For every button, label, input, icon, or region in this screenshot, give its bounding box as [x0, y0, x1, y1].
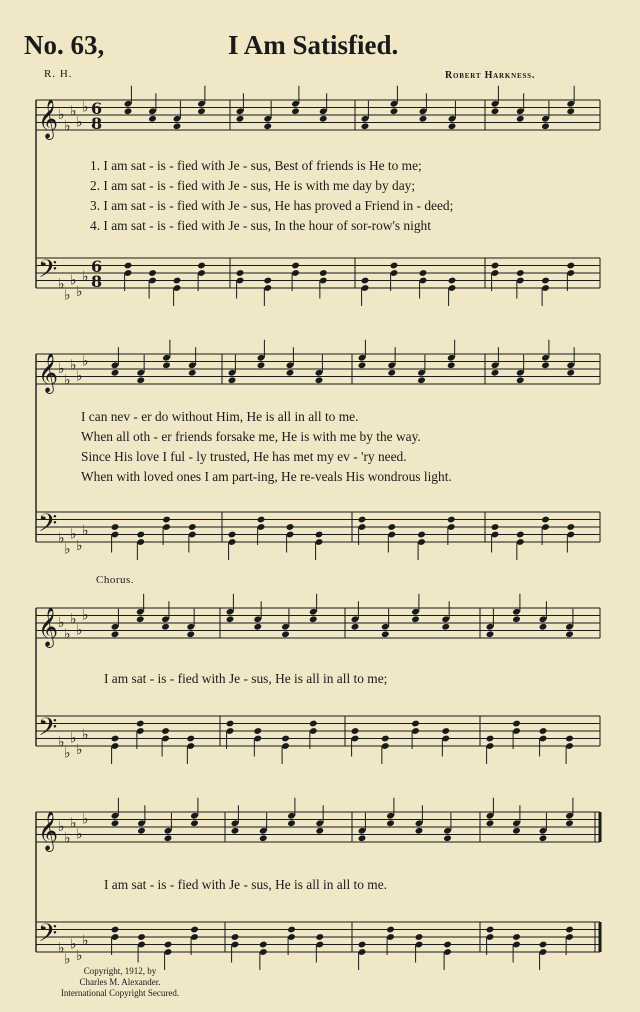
note-head	[539, 941, 548, 949]
note-head	[516, 531, 525, 539]
flat-sign: ♭	[70, 815, 77, 832]
note-head	[161, 623, 170, 631]
note-head	[281, 735, 290, 743]
verse-number: 4.	[90, 218, 101, 233]
verse-line: 2. I am sat - is - fied with Je - sus, He is with me day by day;	[90, 178, 416, 193]
note-head	[491, 369, 500, 377]
treble-clef: 𝄞	[38, 99, 59, 139]
note-head	[417, 376, 426, 384]
note-head	[253, 727, 262, 735]
note-head	[291, 107, 300, 115]
flat-sign: ♭	[64, 626, 71, 643]
flat-sign: ♭	[82, 607, 89, 624]
note-head	[173, 122, 182, 130]
note-head	[361, 122, 370, 130]
note-head	[228, 376, 237, 384]
note-head	[319, 115, 328, 123]
note-head	[186, 630, 195, 638]
note-head	[111, 819, 120, 827]
note-head	[566, 262, 575, 270]
music-composer: Robert Harkness.	[445, 70, 536, 81]
note-head	[512, 933, 521, 941]
note-head	[231, 933, 240, 941]
chorus-label: Chorus.	[96, 574, 135, 586]
note-head	[512, 615, 521, 623]
note-head	[565, 926, 574, 934]
note-head	[315, 531, 324, 539]
flat-sign: ♭	[82, 726, 89, 743]
note-head	[291, 262, 300, 270]
note-head	[566, 523, 575, 531]
note-head	[441, 623, 450, 631]
note-head	[386, 926, 395, 934]
note-head	[512, 827, 521, 835]
flat-sign: ♭	[58, 819, 65, 835]
bass-clef: 𝄢	[38, 509, 58, 544]
note-head	[565, 630, 574, 638]
note-head	[516, 269, 525, 277]
note-head	[539, 623, 548, 631]
note-head	[358, 834, 367, 842]
verse-line: Since His love I ful - ly trusted, He has met my ev - 'ry need.	[81, 449, 407, 464]
note-head	[111, 369, 120, 377]
note-head	[447, 516, 456, 524]
note-head	[164, 834, 173, 842]
note-head	[486, 819, 495, 827]
note-head	[415, 827, 424, 835]
note-head	[541, 122, 550, 130]
flat-sign: ♭	[64, 118, 71, 135]
note-head	[111, 926, 120, 934]
verse-line: 3. I am sat - is - fied with Je - sus, He has proved a Friend in - deed;	[90, 198, 454, 213]
note-head	[566, 369, 575, 377]
flat-sign: ♭	[64, 951, 71, 968]
words-author: R. H.	[44, 68, 73, 80]
note-head	[491, 262, 500, 270]
flat-sign: ♭	[70, 103, 77, 120]
chorus-line: I am sat - is - fied with Je - sus, He is all in all to me;	[104, 671, 388, 686]
note-head	[411, 720, 420, 728]
note-head	[319, 269, 328, 277]
flat-sign: ♭	[76, 741, 83, 758]
note-head	[566, 107, 575, 115]
treble-clef: 𝄞	[38, 607, 59, 647]
note-head	[351, 727, 360, 735]
note-head	[441, 727, 450, 735]
flat-sign: ♭	[58, 734, 65, 751]
note-head	[236, 269, 245, 277]
note-head	[541, 516, 550, 524]
flat-sign: ♭	[76, 368, 83, 385]
bass-clef: 𝄢	[38, 919, 58, 954]
note-head	[486, 735, 495, 743]
flat-sign: ♭	[58, 530, 65, 547]
flat-sign: ♭	[82, 353, 89, 370]
note-head	[186, 735, 195, 743]
treble-clef: 𝄞	[38, 811, 59, 851]
note-head	[315, 827, 324, 835]
time-sig-bottom: 8	[91, 272, 103, 291]
note-head	[236, 115, 245, 123]
flat-sign: ♭	[76, 622, 83, 639]
flat-sign: ♭	[64, 372, 71, 389]
flat-sign: ♭	[82, 932, 89, 949]
note-head	[257, 361, 266, 369]
note-head	[281, 630, 290, 638]
note-head	[381, 735, 390, 743]
note-head	[228, 531, 237, 539]
verse-line: When with loved ones I am part-ing, He re-veals His wondrous light.	[81, 469, 452, 484]
note-head	[136, 376, 145, 384]
note-head	[419, 115, 428, 123]
note-head	[137, 827, 146, 835]
note-head	[111, 523, 120, 531]
flat-sign: ♭	[64, 541, 71, 558]
note-head	[162, 516, 171, 524]
note-head	[541, 361, 550, 369]
note-head	[148, 115, 157, 123]
note-head	[287, 819, 296, 827]
note-head	[263, 277, 272, 285]
copyright-notice: Copyright, 1912, by Charles M. Alexander. International Copyright Secured.	[60, 966, 180, 998]
note-head	[315, 933, 324, 941]
note-head	[415, 933, 424, 941]
verse-line: I can nev - er do without Him, He is all in all to me.	[81, 409, 359, 424]
time-sig-top: 6	[91, 257, 103, 276]
note-head	[287, 926, 296, 934]
time-sig-top: 6	[91, 99, 103, 118]
verse-number: 3.	[90, 198, 101, 213]
note-head	[351, 623, 360, 631]
verse-line: 1. I am sat - is - fied with Je - sus, Best of friends is He to me;	[90, 158, 422, 173]
time-sig-bottom: 8	[91, 114, 103, 133]
note-head	[173, 277, 182, 285]
hymn-title: I Am Satisfied.	[228, 30, 399, 60]
note-head	[516, 376, 525, 384]
note-head	[486, 630, 495, 638]
note-head	[162, 361, 171, 369]
flat-sign: ♭	[64, 830, 71, 847]
note-head	[387, 369, 396, 377]
note-head	[161, 727, 170, 735]
note-head	[188, 523, 197, 531]
note-head	[164, 941, 173, 949]
flat-sign: ♭	[58, 276, 65, 293]
note-head	[419, 269, 428, 277]
note-head	[111, 735, 120, 743]
bass-clef: 𝄢	[38, 713, 58, 748]
flat-sign: ♭	[76, 283, 83, 300]
chorus-line: I am sat - is - fied with Je - sus, He is all in all to me.	[104, 877, 388, 892]
flat-sign: ♭	[58, 940, 65, 957]
flat-sign: ♭	[76, 947, 83, 964]
note-head	[447, 361, 456, 369]
note-head	[491, 107, 500, 115]
note-head	[263, 122, 272, 130]
note-head	[137, 933, 146, 941]
note-head	[539, 834, 548, 842]
flat-sign: ♭	[58, 361, 65, 377]
note-head	[188, 369, 197, 377]
note-head	[111, 630, 120, 638]
hymn-number: No. 63,	[24, 30, 105, 60]
note-head	[411, 615, 420, 623]
note-head	[539, 727, 548, 735]
note-head	[226, 615, 235, 623]
note-head	[226, 720, 235, 728]
note-head	[309, 615, 318, 623]
note-head	[387, 523, 396, 531]
note-head	[565, 735, 574, 743]
note-head	[390, 107, 399, 115]
flat-sign: ♭	[76, 826, 83, 843]
flat-sign: ♭	[64, 287, 71, 304]
flat-sign: ♭	[82, 811, 89, 828]
flat-sign: ♭	[76, 114, 83, 131]
note-head	[417, 531, 426, 539]
flat-sign: ♭	[82, 99, 89, 116]
note-head	[259, 941, 268, 949]
note-head	[286, 523, 295, 531]
flat-sign: ♭	[70, 272, 77, 289]
note-head	[315, 376, 324, 384]
flat-sign: ♭	[82, 522, 89, 539]
flat-sign: ♭	[58, 615, 65, 631]
note-head	[257, 516, 266, 524]
note-head	[190, 819, 199, 827]
note-head	[136, 615, 145, 623]
note-head	[286, 369, 295, 377]
note-head	[231, 827, 240, 835]
note-head	[516, 115, 525, 123]
bass-clef: 𝄢	[38, 255, 58, 290]
flat-sign: ♭	[64, 745, 71, 762]
note-head	[190, 926, 199, 934]
note-head	[361, 277, 370, 285]
note-head	[541, 277, 550, 285]
note-head	[358, 941, 367, 949]
note-head	[448, 122, 457, 130]
verse-number: 2.	[90, 178, 101, 193]
treble-clef: 𝄞	[38, 353, 59, 393]
note-head	[448, 277, 457, 285]
flat-sign: ♭	[76, 537, 83, 554]
note-head	[358, 516, 367, 524]
note-head	[443, 834, 452, 842]
note-head	[486, 926, 495, 934]
note-head	[381, 630, 390, 638]
note-head	[197, 107, 206, 115]
note-head	[565, 819, 574, 827]
note-head	[443, 941, 452, 949]
flat-sign: ♭	[82, 268, 89, 285]
note-head	[309, 720, 318, 728]
flat-sign: ♭	[70, 611, 77, 628]
note-head	[124, 262, 133, 270]
note-head	[197, 262, 206, 270]
note-head	[136, 531, 145, 539]
verse-number: 1.	[90, 158, 101, 173]
flat-sign: ♭	[70, 936, 77, 953]
flat-sign: ♭	[70, 526, 77, 543]
verse-line: When all oth - er friends forsake me, He is with me by the way.	[81, 429, 421, 444]
note-head	[386, 819, 395, 827]
note-head	[358, 361, 367, 369]
note-head	[512, 720, 521, 728]
note-head	[136, 720, 145, 728]
note-head	[148, 269, 157, 277]
note-head	[491, 523, 500, 531]
flat-sign: ♭	[70, 357, 77, 374]
note-head	[124, 107, 133, 115]
flat-sign: ♭	[70, 730, 77, 747]
note-head	[253, 623, 262, 631]
note-head	[390, 262, 399, 270]
flat-sign: ♭	[58, 107, 65, 123]
verse-line: 4. I am sat - is - fied with Je - sus, In the hour of sor-row's night	[90, 218, 431, 233]
note-head	[259, 834, 268, 842]
